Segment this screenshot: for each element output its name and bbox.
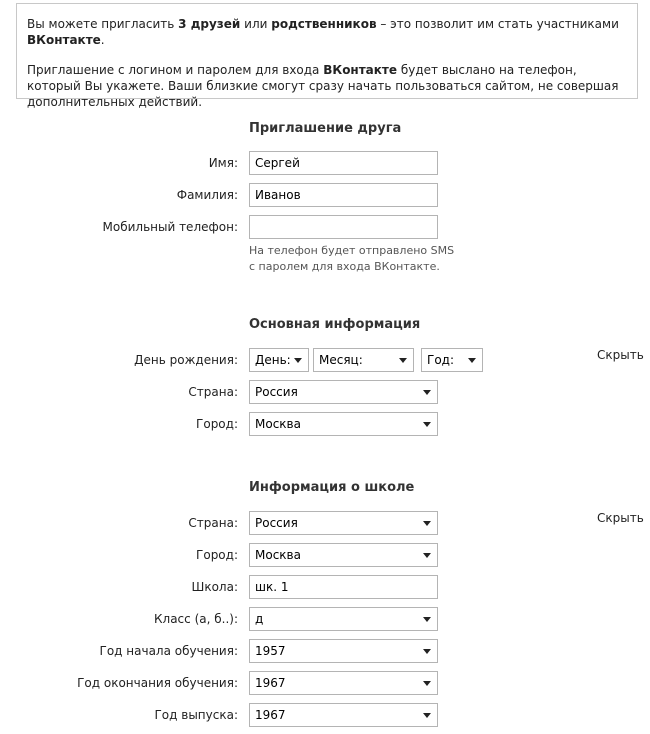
school-input[interactable] (249, 575, 438, 599)
school-country-label: Страна: (188, 516, 238, 530)
intro-line-1: Вы можете пригласить 3 друзей или родственников – это позволит им стать участниками ВКонтакте. (27, 17, 619, 47)
phone-input[interactable] (249, 215, 438, 239)
end-year-label: Год окончания обучения: (77, 676, 238, 690)
school-country-select[interactable]: Россия (249, 511, 438, 535)
birth-year-select[interactable]: Год: (421, 348, 483, 372)
school-label: Школа: (191, 580, 238, 594)
basic-country-label: Страна: (188, 385, 238, 399)
birth-day-select[interactable]: День: (249, 348, 309, 372)
chevron-down-icon (423, 521, 431, 526)
basic-section-title: Основная информация (249, 317, 421, 332)
basic-country-select[interactable]: Россия (249, 380, 438, 404)
school-hide-link[interactable]: Скрыть (597, 511, 644, 525)
chevron-down-icon (294, 358, 302, 363)
chevron-down-icon (423, 553, 431, 558)
school-section-title: Информация о школе (249, 480, 415, 495)
birth-month-select[interactable]: Месяц: (313, 348, 414, 372)
first-name-input[interactable] (249, 151, 438, 175)
basic-hide-link[interactable]: Скрыть (597, 348, 644, 362)
chevron-down-icon (423, 649, 431, 654)
phone-hint: На телефон будет отправлено SMS с паролем для входа ВКонтакте. (249, 244, 455, 273)
chevron-down-icon (423, 681, 431, 686)
chevron-down-icon (399, 358, 407, 363)
last-name-label: Фамилия: (176, 188, 238, 202)
chevron-down-icon (423, 422, 431, 427)
graduation-year-label: Год выпуска: (154, 708, 238, 722)
chevron-down-icon (423, 713, 431, 718)
friend-section-title: Приглашение друга (249, 121, 402, 136)
end-year-select[interactable]: 1967 (249, 671, 438, 695)
school-city-select[interactable]: Москва (249, 543, 438, 567)
invite-info-box (16, 3, 638, 109)
chevron-down-icon (468, 358, 476, 363)
class-select[interactable]: д (249, 607, 438, 631)
last-name-input[interactable] (249, 183, 438, 207)
school-city-label: Город: (196, 548, 238, 562)
chevron-down-icon (423, 617, 431, 622)
start-year-label: Год начала обучения: (99, 644, 238, 658)
birthday-label: День рождения: (134, 353, 238, 367)
basic-city-label: Город: (196, 417, 238, 431)
chevron-down-icon (423, 390, 431, 395)
class-label: Класс (а, б..): (154, 612, 238, 626)
graduation-year-select[interactable]: 1967 (249, 703, 438, 727)
start-year-select[interactable]: 1957 (249, 639, 438, 663)
phone-label: Мобильный телефон: (102, 220, 238, 234)
intro-line-2: Приглашение с логином и паролем для входа ВКонтакте будет выслано на телефон, который Вы укажете. Ваши близкие смогут сразу начать пользоваться сайтом, не совершая дополнительных действий. (27, 63, 619, 109)
first-name-label: Имя: (208, 156, 238, 170)
basic-city-select[interactable]: Москва (249, 412, 438, 436)
